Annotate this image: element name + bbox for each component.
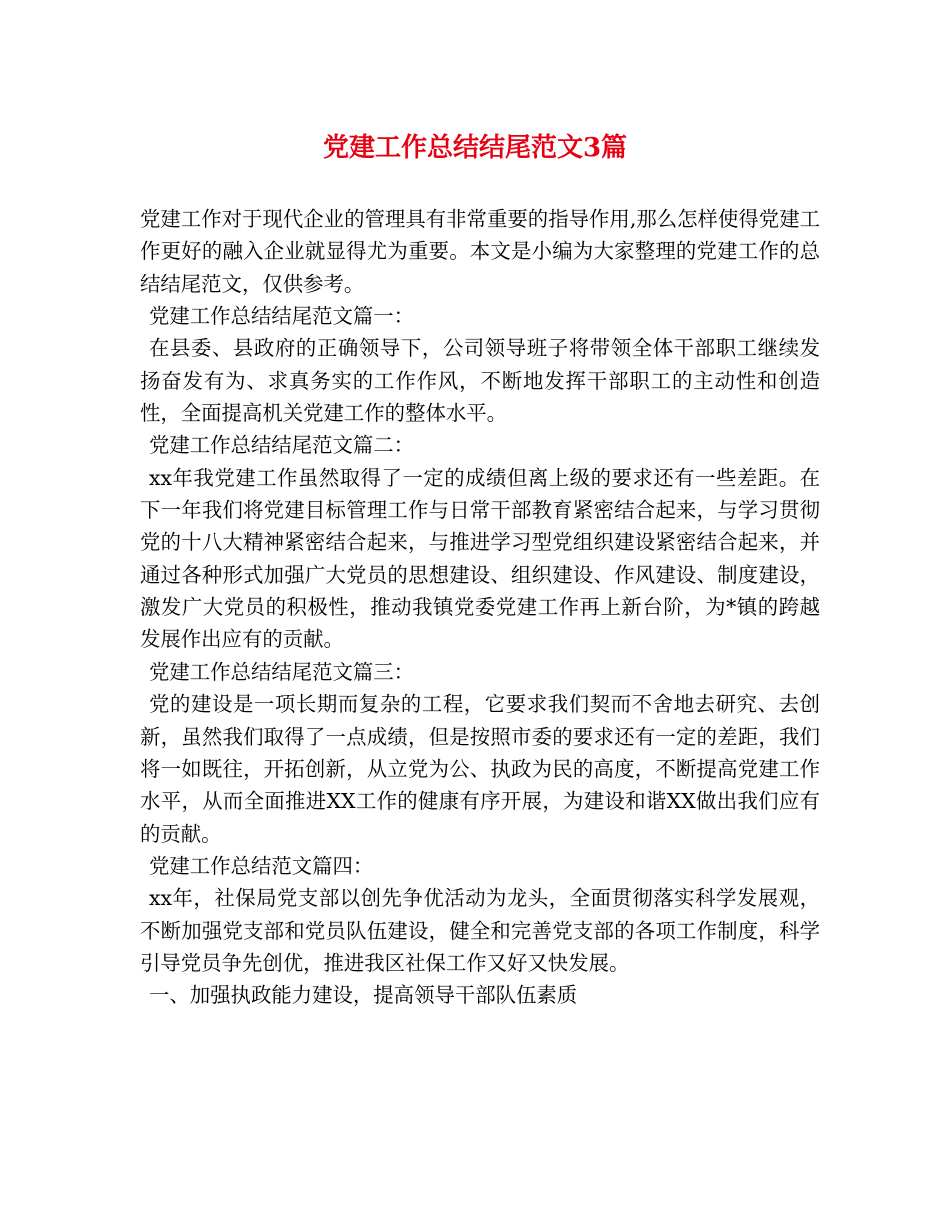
paragraph: 党建工作总结结尾范文篇一： bbox=[149, 304, 415, 329]
paragraph: xx年，社保局党支部以创先争优活动为龙头，全面贯彻落实科学发展观，不断加强党支部和党员队伍建设，健全和完善党支部的各项工作制度，科学引导党员争先创优，推进我区社保工作又好又快发展。 bbox=[140, 886, 820, 975]
paragraph: 党建工作总结结尾范文篇二： bbox=[149, 433, 415, 458]
paragraph: 党建工作总结结尾范文篇三： bbox=[149, 659, 415, 684]
paragraph: 党的建设是一项长期而复杂的工程，它要求我们契而不舍地去研究、去创新，虽然我们取得了一点成绩，但是按照市委的要求还有一定的差距，我们将一如既往，开拓创新，从立党为公、执政为民的高度，不断提高党建工作水平，从而全面推进XX工作的健康有序开展，为建设和谐XX做出我们应有的贡献。 bbox=[140, 692, 820, 846]
paragraph: 在县委、县政府的正确领导下，公司领导班子将带领全体干部职工继续发扬奋发有为、求真务实的工作作风，不断地发挥干部职工的主动性和创造性，全面提高机关党建工作的整体水平。 bbox=[140, 336, 820, 426]
paragraph: 一、加强执政能力建设，提高领导干部队伍素质 bbox=[149, 983, 578, 1008]
document-body bbox=[140, 203, 820, 1012]
paragraph: 党建工作对于现代企业的管理具有非常重要的指导作用,那么怎样使得党建工作更好的融入企业就显得尤为重要。本文是小编为大家整理的党建工作的总结结尾范文，仅供参考。 bbox=[140, 207, 820, 296]
document-title: 党建工作总结结尾范文3篇 bbox=[322, 133, 628, 163]
paragraph: xx年我党建工作虽然取得了一定的成绩但离上级的要求还有一些差距。在下一年我们将党建目标管理工作与日常干部教育紧密结合起来，与学习贯彻党的十八大精神紧密结合起来，与推进学习型党组织建设紧密结合起来，并通过各种形式加强广大党员的思想建设、组织建设、作风建设、制度建设，激发广大党员的积极性，推动我镇党委党建工作再上新台阶，为*镇的跨越发展作出应有的贡献。 bbox=[140, 465, 820, 652]
paragraph: 党建工作总结范文篇四： bbox=[149, 853, 374, 878]
